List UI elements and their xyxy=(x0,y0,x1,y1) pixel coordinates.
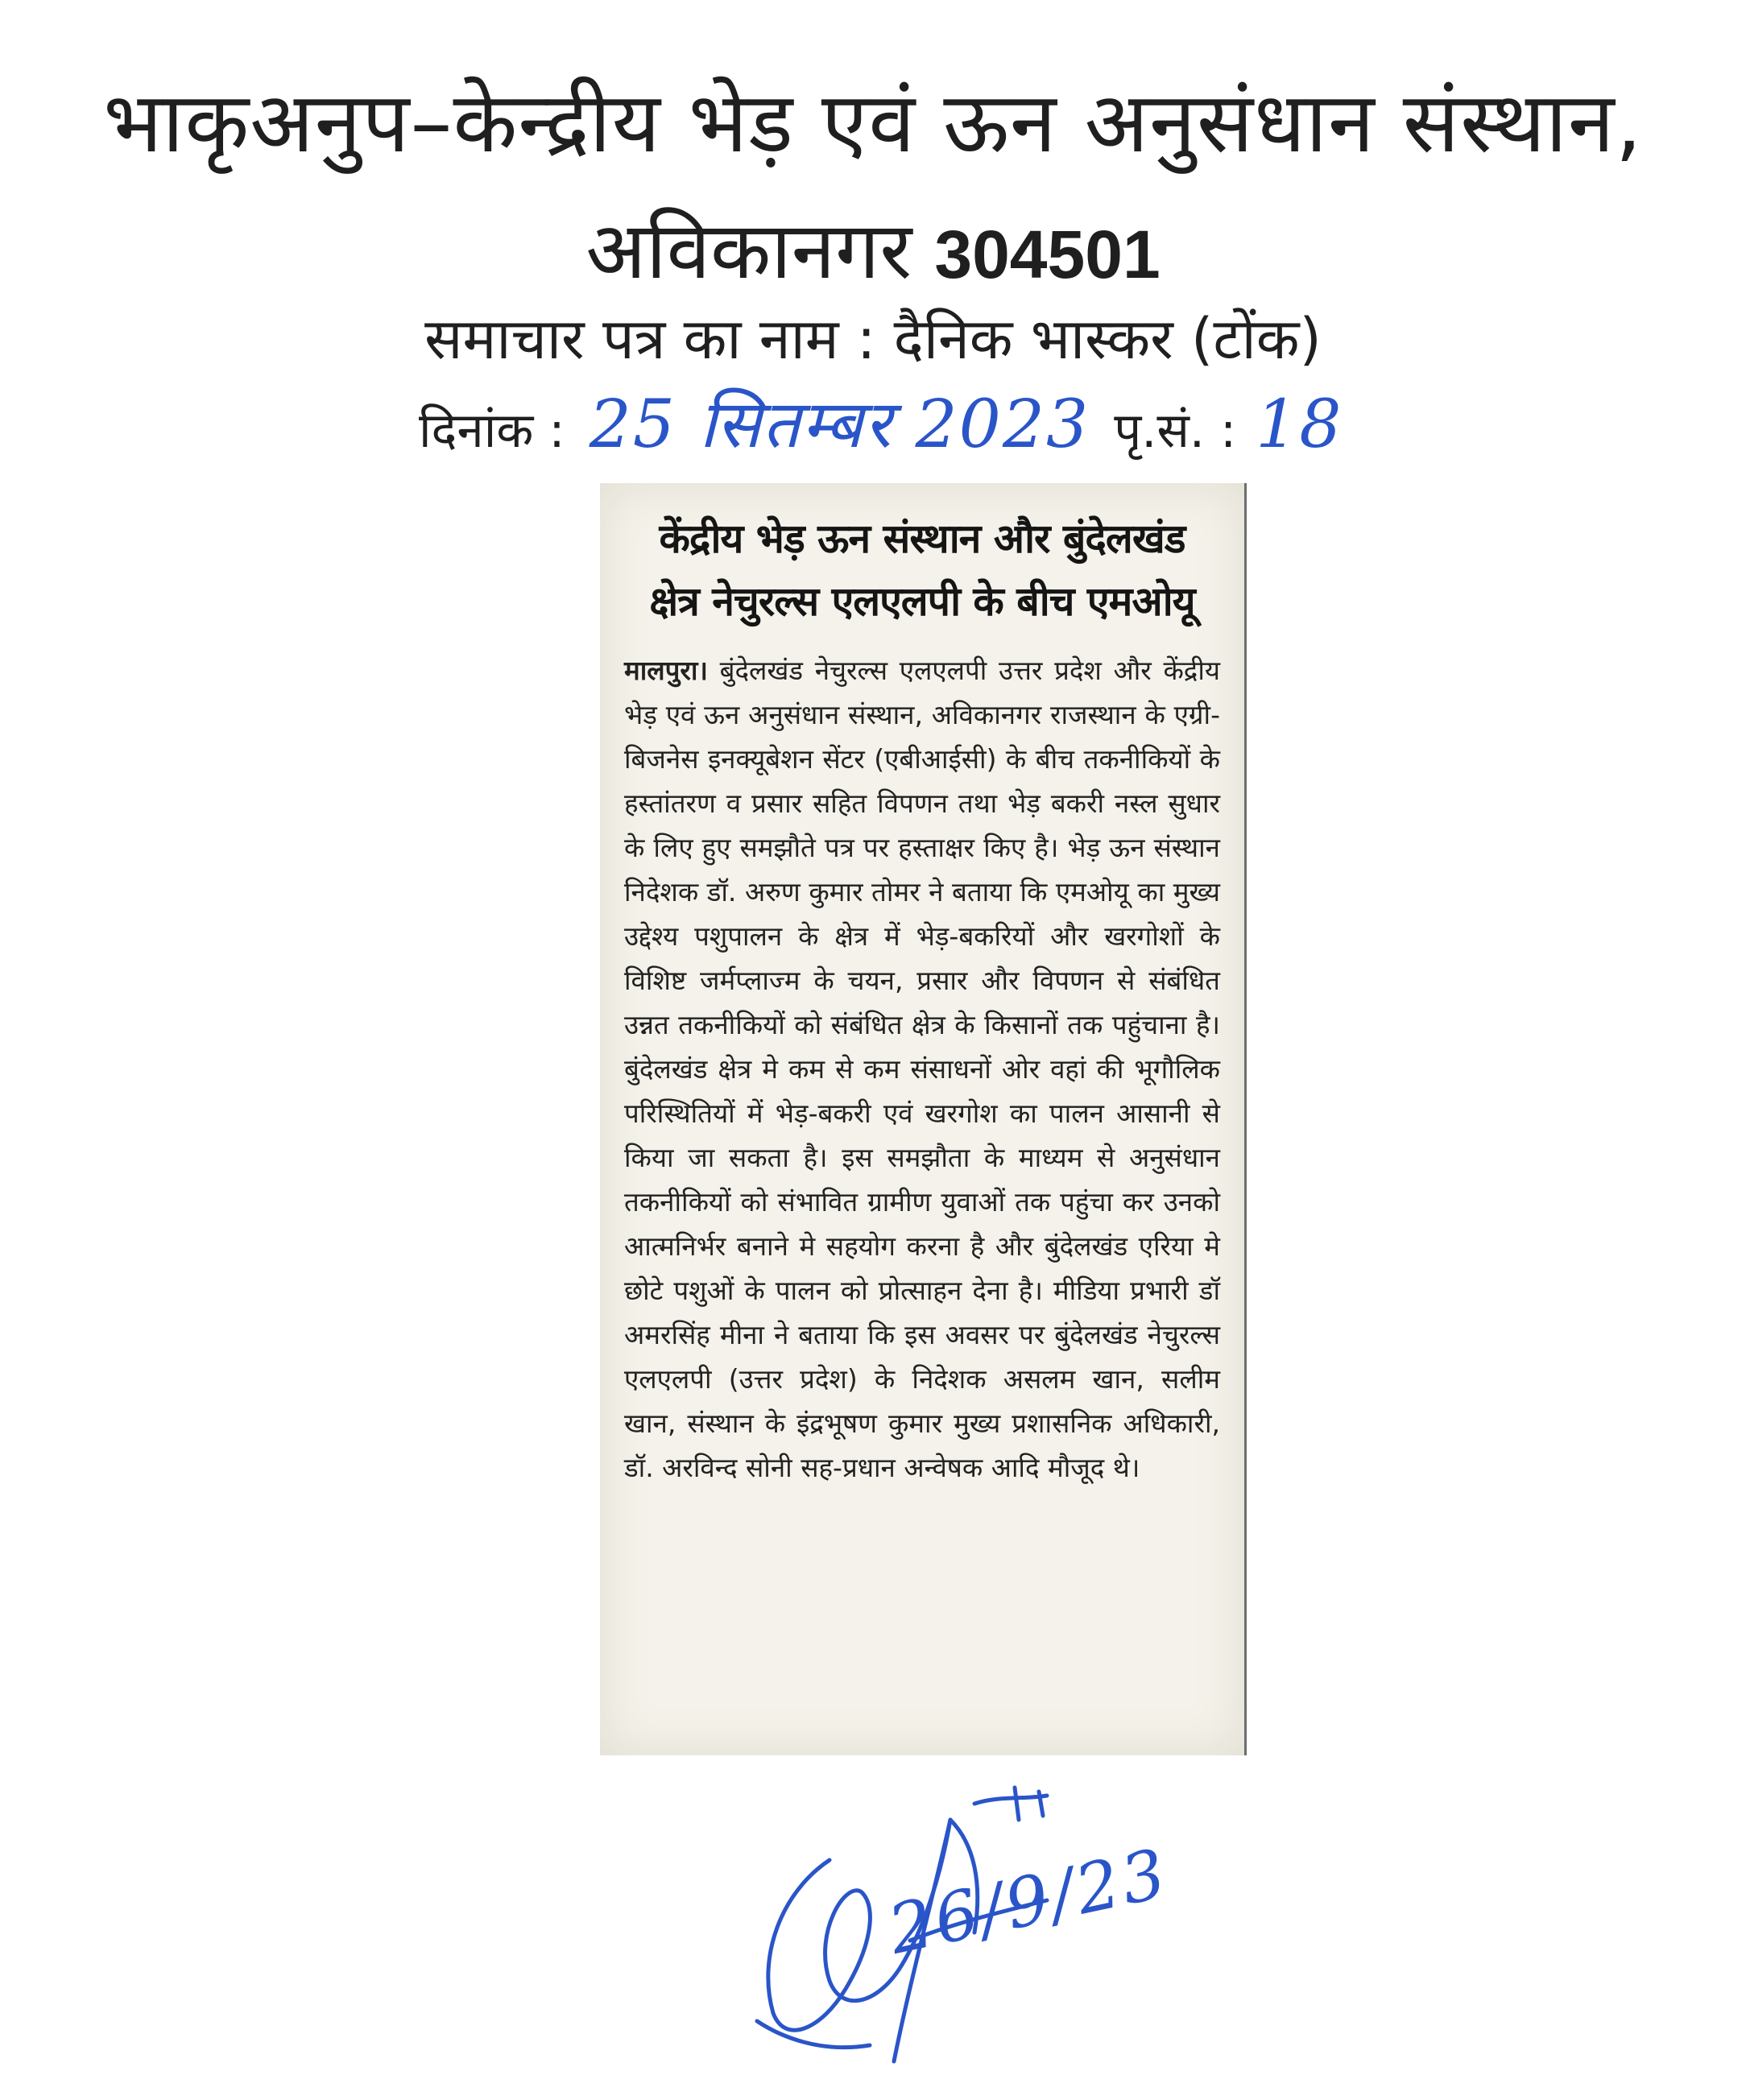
date-row xyxy=(419,377,1466,467)
handwritten-date: 25 सितम्बर 2023 xyxy=(589,387,1090,463)
headline-line2: क्षेत्र नेचुरल्स एलएलपी के बीच एमओयू xyxy=(649,578,1195,625)
newspaper-clipping xyxy=(600,483,1247,1755)
institute-title-line2 xyxy=(0,193,1746,301)
signature-date: 26/9/23 xyxy=(882,1833,1176,1970)
newspaper-name: समाचार पत्र का नाम : दैनिक भास्कर (टोंक) xyxy=(424,306,1322,372)
institute-title-line1: भाकृअनुप–केन्द्रीय भेड़ एवं ऊन अनुसंधान संस्थान, xyxy=(103,73,1643,172)
handwritten-page-number: 18 xyxy=(1256,387,1343,463)
institute-location: अविकानगर xyxy=(585,205,912,297)
pin-code: 304501 xyxy=(934,217,1161,292)
page-number-label: पृ.सं. : xyxy=(1114,403,1237,459)
article-text: बुंदेलखंड नेचुरल्स एलएलपी उत्तर प्रदेश और केंद्रीय भेड़ एवं ऊन अनुसंधान संस्थान, अविकानगर राजस्थान के एग्री-बिजनेस इनक्यूबेशन सेंटर (एबीआईसी) के बीच तकनीकियों के हस्तांतरण व प्रसार सहित विपणन तथा भेड़ बकरी नस्ल सुधार के लिए हुए समझौते पत्र पर हस्ताक्षर किए है। भेड़ ऊन संस्थान निदेशक डॉ. अरुण कुमार तोमर ने बताया कि एमओयू का मुख्य उद्देश्य पशुपालन के क्षेत्र में भेड़-बकरियों और खरगोशों के विशिष्ट जर्मप्लाज्म के चयन, प्रसार और विपणन से संबंधित उन्नत तकनीकियों को संबंधित क्षेत्र के किसानों तक पहुंचाना है। बुंदेलखंड क्षेत्र मे कम से कम संसाधनों ओर वहां की भूगौलिक परिस्थितियों में भेड़-बकरी एवं खरगोश का पालन आसानी से किया जा सकता है। इस समझौता के माध्यम से अनुसंधान तकनीकियों को संभावित ग्रामीण युवाओं तक पहुंचा कर उनको आत्मनिर्भर बनाने मे सहयोग करना है और बुंदेलखंड एरिया मे छोटे पशुओं के पालन को प्रोत्साहन देना है। मीडिया प्रभारी डॉ अमरसिंह मीना ने बताया कि इस अवसर पर बुंदेलखंड नेचुरल्स एलएलपी (उत्तर प्रदेश) के निदेशक असलम खान, सलीम खान, संस्थान के इंद्रभूषण कुमार मुख्य प्रशासनिक अधिकारी, डॉ. अरविन्द सोनी सह-प्रधान अन्वेषक आदि मौजूद थे। xyxy=(624,655,1221,1483)
article-body xyxy=(624,648,1220,1490)
date-label: दिनांक : xyxy=(419,403,565,459)
headline-line1: केंद्रीय भेड़ ऊन संस्थान और बुंदेलखंड xyxy=(659,515,1185,562)
article-headline xyxy=(624,507,1220,633)
article-dateline: मालपुरा। xyxy=(624,655,708,686)
